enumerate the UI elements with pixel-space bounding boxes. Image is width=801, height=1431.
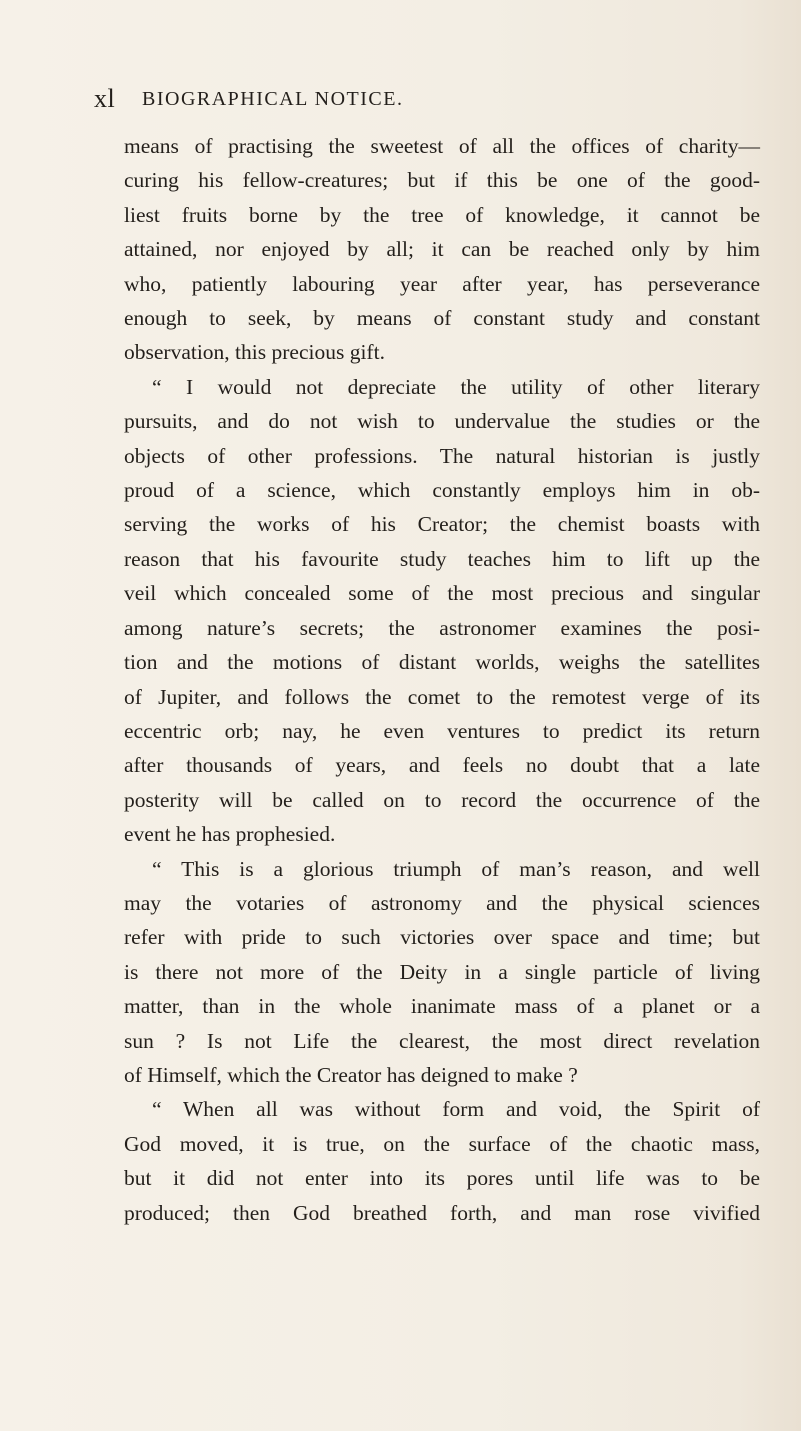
text-line: reason that his favourite study teaches him to lift up the <box>124 546 760 571</box>
text-line: enough to seek, by means of constant study and constant <box>124 306 760 331</box>
text-line: serving the works of his Creator; the chemist boasts with <box>124 512 760 537</box>
text-line: of Jupiter, and follows the comet to the remotest verge of its <box>124 684 760 709</box>
text-line: sun ? Is not Life the clearest, the most direct revelation <box>124 1028 760 1053</box>
text-line: of Himself, which the Creator has deigned to make ? <box>124 1062 578 1087</box>
paragraph <box>124 370 760 852</box>
page-header <box>94 84 761 120</box>
text-line: “ This is a glorious triumph of man’s reason, and well <box>152 856 760 881</box>
paragraph <box>124 129 760 370</box>
text-line: refer with pride to such victories over space and time; but <box>124 925 760 950</box>
text-line: event he has prophesied. <box>124 822 336 847</box>
body-text <box>124 129 760 1230</box>
text-line: God moved, it is true, on the surface of the chaotic mass, <box>124 1131 760 1156</box>
text-line: produced; then God breathed forth, and man rose vivified <box>124 1200 760 1225</box>
page-number: xl <box>94 84 116 113</box>
text-line: objects of other professions. The natural historian is justly <box>124 443 760 468</box>
text-line: observation, this precious gift. <box>124 340 385 365</box>
running-head: BIOGRAPHICAL NOTICE. <box>142 88 404 110</box>
text-line: “ I would not depreciate the utility of other literary <box>152 374 760 399</box>
text-line: pursuits, and do not wish to undervalue the studies or the <box>124 409 760 434</box>
text-line: posterity will be called on to record the occurrence of the <box>124 787 760 812</box>
paragraph <box>124 852 760 1093</box>
text-line: matter, than in the whole inanimate mass of a planet or a <box>124 994 760 1019</box>
text-line: curing his fellow-creatures; but if this be one of the good- <box>124 168 760 193</box>
text-line: among nature’s secrets; the astronomer examines the posi- <box>124 615 760 640</box>
text-line: but it did not enter into its pores until life was to be <box>124 1166 760 1191</box>
text-line: is there not more of the Deity in a single particle of living <box>124 959 760 984</box>
text-line: proud of a science, which constantly employs him in ob- <box>124 478 760 503</box>
text-line: eccentric orb; nay, he even ventures to predict its return <box>124 718 760 743</box>
text-line: liest fruits borne by the tree of knowledge, it cannot be <box>124 202 760 227</box>
text-line: who, patiently labouring year after year, has perseverance <box>124 271 760 296</box>
text-line: tion and the motions of distant worlds, weighs the satellites <box>124 650 760 675</box>
text-line: attained, nor enjoyed by all; it can be reached only by him <box>124 237 760 262</box>
text-line: after thousands of years, and feels no doubt that a late <box>124 753 760 778</box>
text-line: “ When all was without form and void, the Spirit of <box>152 1097 760 1122</box>
text-line: may the votaries of astronomy and the physical sciences <box>124 890 760 915</box>
text-line: means of practising the sweetest of all the offices of charity— <box>124 134 760 158</box>
text-line: veil which concealed some of the most precious and singular <box>124 581 760 606</box>
paragraph <box>124 1092 760 1230</box>
